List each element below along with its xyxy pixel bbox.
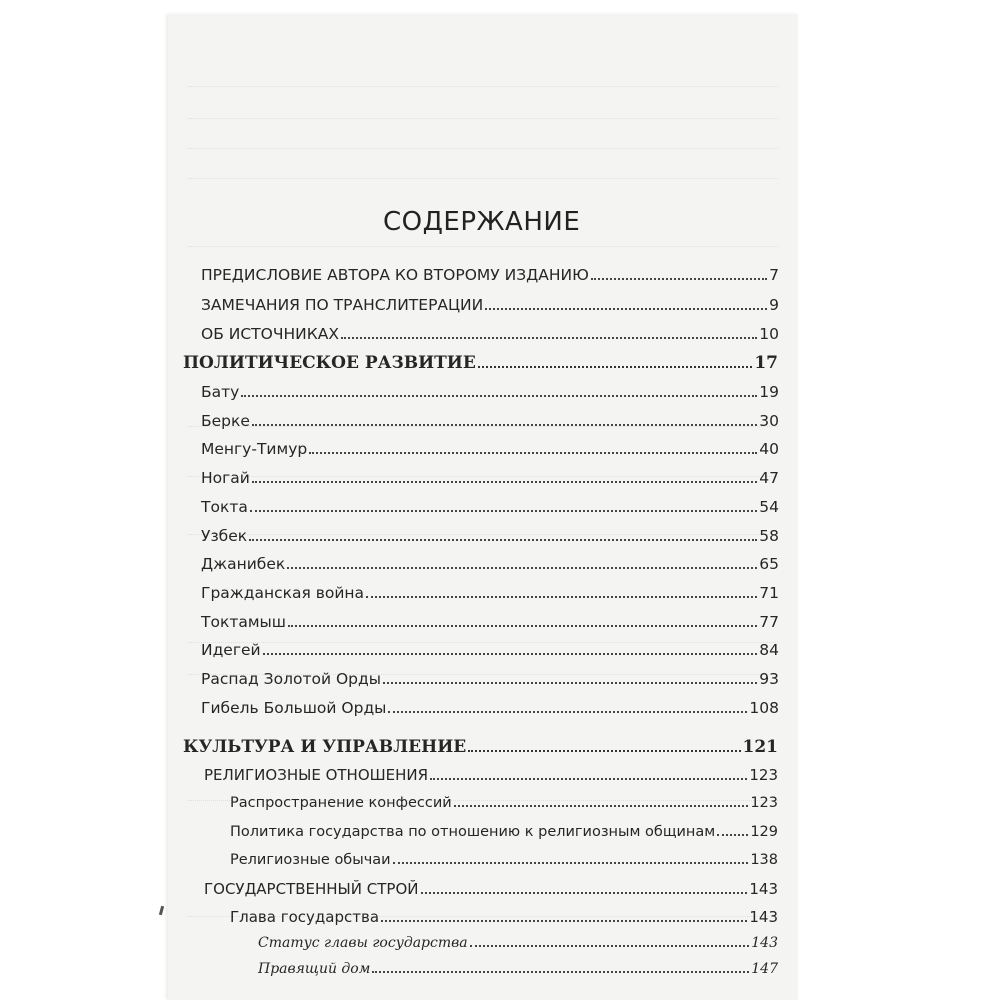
toc-entry[interactable] bbox=[201, 440, 779, 459]
toc-entry-page: 17 bbox=[754, 353, 778, 373]
toc-entry-title: ГОСУДАРСТВЕННЫЙ СТРОЙ bbox=[204, 880, 419, 898]
toc-leader-dots bbox=[430, 778, 747, 780]
toc-entry[interactable] bbox=[201, 670, 779, 689]
mirrored-running-header bbox=[208, 22, 788, 38]
toc-entry-title: Токта bbox=[201, 498, 248, 516]
toc-leader-dots bbox=[309, 452, 757, 454]
toc-entry[interactable] bbox=[258, 961, 778, 978]
toc-leader-dots bbox=[372, 971, 749, 973]
toc-entry-page: 143 bbox=[751, 935, 778, 951]
toc-entry-title: Политика государства по отношению к религиозным общинам bbox=[230, 824, 716, 840]
toc-leader-dots bbox=[393, 862, 749, 864]
toc-entry-title: Религиозные обычаи bbox=[230, 852, 391, 868]
toc-entry-page: 40 bbox=[759, 440, 779, 458]
bleed-line bbox=[188, 86, 778, 87]
toc-leader-dots bbox=[250, 510, 757, 512]
toc-entry-page: 123 bbox=[749, 766, 778, 784]
toc-leader-dots bbox=[249, 539, 757, 541]
toc-leader-dots bbox=[252, 424, 757, 426]
toc-entry-page: 93 bbox=[759, 670, 779, 688]
toc-entry-title: Токтамыш bbox=[201, 613, 286, 631]
toc-entry-page: 143 bbox=[749, 880, 778, 898]
bleed-line bbox=[188, 246, 778, 247]
book-page bbox=[168, 14, 798, 1000]
toc-entry-title: Ногай bbox=[201, 469, 250, 487]
toc-leader-dots bbox=[478, 366, 753, 368]
toc-leader-dots bbox=[591, 278, 767, 280]
toc-leader-dots bbox=[366, 596, 757, 598]
toc-entry-title: Гибель Большой Орды bbox=[201, 699, 387, 717]
toc-entry[interactable] bbox=[201, 383, 779, 402]
ink-speck bbox=[159, 906, 164, 915]
toc-entry-page: 10 bbox=[759, 325, 779, 343]
toc-entry[interactable] bbox=[201, 584, 779, 603]
toc-entry-page: 138 bbox=[750, 852, 778, 868]
toc-entry-title: Распад Золотой Орды bbox=[201, 670, 381, 688]
toc-leader-dots bbox=[252, 481, 757, 483]
toc-leader-dots bbox=[288, 625, 757, 627]
toc-entry[interactable] bbox=[201, 412, 779, 431]
toc-entry-title: Статус главы государства bbox=[258, 935, 468, 951]
toc-entry[interactable] bbox=[201, 555, 779, 574]
toc-entry[interactable] bbox=[230, 795, 778, 812]
toc-entry[interactable] bbox=[201, 527, 779, 546]
toc-entry-title: Бату bbox=[201, 383, 240, 401]
toc-entry[interactable] bbox=[201, 641, 779, 660]
toc-entry-page: 147 bbox=[751, 961, 778, 977]
toc-entry[interactable] bbox=[230, 908, 778, 927]
toc-leader-dots bbox=[241, 395, 757, 397]
toc-entry-page: 30 bbox=[759, 412, 779, 430]
bleed-line bbox=[188, 118, 778, 119]
toc-entry[interactable] bbox=[230, 824, 778, 841]
toc-entry[interactable] bbox=[201, 266, 779, 285]
toc-leader-dots bbox=[383, 682, 757, 684]
toc-entry-page: 54 bbox=[759, 498, 779, 516]
toc-entry[interactable] bbox=[201, 296, 779, 315]
toc-entry[interactable] bbox=[201, 325, 779, 344]
toc-entry-title: ЗАМЕЧАНИЯ ПО ТРАНСЛИТЕРАЦИИ bbox=[201, 296, 484, 314]
toc-leader-dots bbox=[341, 337, 757, 339]
toc-entry-title: Распространение конфессий bbox=[230, 795, 452, 811]
toc-entry-title: Идегей bbox=[201, 641, 261, 659]
toc-entry-page: 7 bbox=[769, 266, 779, 284]
page-title: СОДЕРЖАНИЕ bbox=[383, 207, 581, 237]
toc-part-heading[interactable] bbox=[183, 737, 778, 757]
toc-section-heading[interactable] bbox=[204, 880, 778, 899]
toc-entry-title: Менгу-Тимур bbox=[201, 440, 308, 458]
bleed-line bbox=[188, 178, 778, 179]
toc-section-heading[interactable] bbox=[204, 766, 778, 785]
toc-entry-page: 19 bbox=[759, 383, 779, 401]
toc-leader-dots bbox=[388, 711, 747, 713]
toc-leader-dots bbox=[485, 308, 767, 310]
toc-entry[interactable] bbox=[201, 469, 779, 488]
toc-entry-page: 9 bbox=[769, 296, 779, 314]
toc-entry-page: 71 bbox=[759, 584, 779, 602]
toc-entry-title: Джанибек bbox=[201, 555, 286, 573]
toc-entry-title: Берке bbox=[201, 412, 250, 430]
toc-entry-page: 65 bbox=[759, 555, 779, 573]
toc-leader-dots bbox=[263, 653, 758, 655]
toc-entry[interactable] bbox=[201, 613, 779, 632]
toc-entry-page: 143 bbox=[749, 908, 778, 926]
toc-leader-dots bbox=[421, 892, 748, 894]
toc-entry-title: Правящий дом bbox=[258, 961, 371, 977]
toc-leader-dots bbox=[381, 920, 747, 922]
toc-entry-title: Узбек bbox=[201, 527, 248, 545]
toc-part-heading[interactable] bbox=[183, 353, 778, 373]
toc-entry[interactable] bbox=[258, 935, 778, 952]
toc-entry-page: 123 bbox=[750, 795, 778, 811]
toc-entry[interactable] bbox=[201, 699, 779, 718]
toc-entry-title: ОБ ИСТОЧНИКАХ bbox=[201, 325, 339, 343]
toc-entry-page: 108 bbox=[749, 699, 779, 717]
toc-entry-title: ПОЛИТИЧЕСКОЕ РАЗВИТИЕ bbox=[183, 353, 476, 373]
toc-entry-page: 129 bbox=[750, 824, 778, 840]
toc-entry-page: 77 bbox=[759, 613, 779, 631]
toc-entry[interactable] bbox=[201, 498, 779, 517]
toc-entry-page: 84 bbox=[759, 641, 779, 659]
toc-leader-dots bbox=[468, 750, 740, 752]
toc-entry-title: Глава государства bbox=[230, 908, 380, 926]
toc-entry[interactable] bbox=[230, 852, 778, 869]
toc-entry-page: 47 bbox=[759, 469, 779, 487]
toc-entry-page: 58 bbox=[759, 527, 779, 545]
toc-leader-dots bbox=[717, 834, 748, 836]
toc-leader-dots bbox=[454, 805, 749, 807]
toc-entry-title: РЕЛИГИОЗНЫЕ ОТНОШЕНИЯ bbox=[204, 766, 429, 784]
toc-entry-title: КУЛЬТУРА И УПРАВЛЕНИЕ bbox=[183, 737, 467, 757]
toc-entry-title: Гражданская война bbox=[201, 584, 365, 602]
toc-entry-title: ПРЕДИСЛОВИЕ АВТОРА КО ВТОРОМУ ИЗДАНИЮ bbox=[201, 266, 589, 284]
toc-leader-dots bbox=[287, 567, 757, 569]
toc-leader-dots bbox=[470, 945, 750, 947]
toc-entry-page: 121 bbox=[742, 737, 778, 757]
bleed-line bbox=[188, 148, 778, 149]
